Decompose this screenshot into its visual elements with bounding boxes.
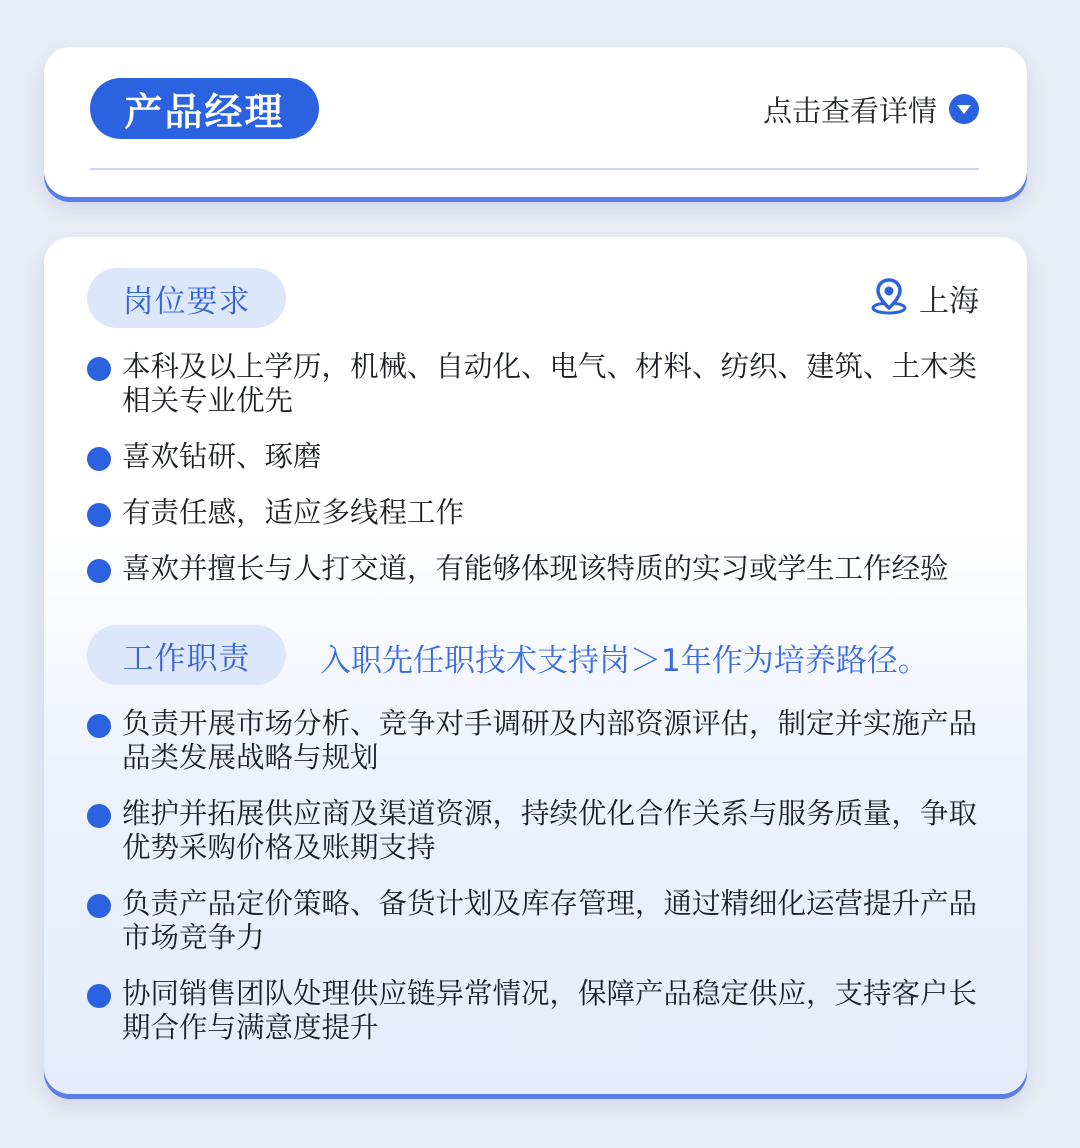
list-item xyxy=(87,350,991,418)
requirements-heading: 岗位要求 xyxy=(87,268,286,328)
bullet-dot-icon xyxy=(87,804,111,828)
list-item-text: 有责任感，适应多线程工作 xyxy=(122,496,465,529)
list-item-text: 负责开展市场分析、竞争对手调研及内部资源评估，制定并实施产品品类发展战略与规划 xyxy=(122,707,978,774)
bullet-dot-icon xyxy=(87,503,111,527)
list-item xyxy=(87,977,991,1045)
bullet-dot-icon xyxy=(87,714,111,738)
list-item-text: 喜欢并擅长与人打交道，有能够体现该特质的实习或学生工作经验 xyxy=(122,552,949,585)
location xyxy=(869,280,979,319)
list-item xyxy=(87,440,991,474)
job-title: 产品经理 xyxy=(90,78,319,139)
list-item xyxy=(87,887,991,955)
chevron-down-icon xyxy=(949,94,979,124)
view-details-button[interactable] xyxy=(763,91,979,127)
bullet-dot-icon xyxy=(87,894,111,918)
list-item xyxy=(87,797,991,865)
view-details-label: 点击查看详情 xyxy=(762,93,937,128)
bullet-dot-icon xyxy=(87,559,111,583)
list-item xyxy=(87,707,991,775)
duties-heading: 工作职责 xyxy=(87,625,286,685)
list-item xyxy=(87,552,991,586)
job-title-card xyxy=(44,47,1027,197)
list-item-text: 维护并拓展供应商及渠道资源，持续优化合作关系与服务质量，争取优势采购价格及账期支持 xyxy=(122,797,978,864)
map-pin-icon xyxy=(869,276,909,320)
duties-note: 入职先任职技术支持岗＞1年作为培养路径。 xyxy=(320,643,929,679)
list-item-text: 负责产品定价策略、备货计划及库存管理，通过精细化运营提升产品市场竞争力 xyxy=(122,887,978,954)
bullet-dot-icon xyxy=(87,357,111,381)
requirements-list xyxy=(87,350,991,608)
bullet-dot-icon xyxy=(87,447,111,471)
list-item-text: 本科及以上学历，机械、自动化、电气、材料、纺织、建筑、土木类相关专业优先 xyxy=(122,350,978,417)
duties-list xyxy=(87,707,991,1067)
list-item-text: 协同销售团队处理供应链异常情况，保障产品稳定供应，支持客户长期合作与满意度提升 xyxy=(122,977,978,1044)
list-item-text: 喜欢钻研、琢磨 xyxy=(122,440,322,473)
location-text: 上海 xyxy=(919,284,979,319)
list-item xyxy=(87,496,991,530)
job-detail-card xyxy=(44,237,1027,1094)
divider xyxy=(90,168,979,170)
bullet-dot-icon xyxy=(87,984,111,1008)
